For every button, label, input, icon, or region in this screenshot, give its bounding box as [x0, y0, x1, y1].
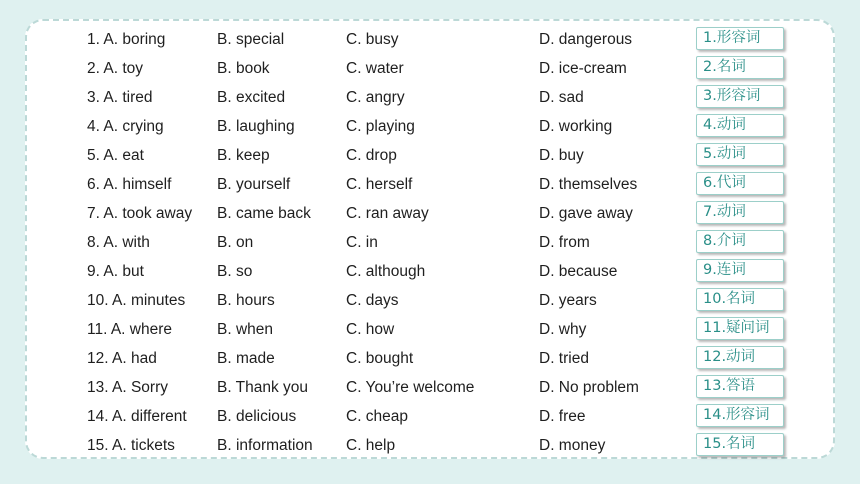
question-row-12: [0, 344, 860, 373]
option-a: 13. A. Sorry: [87, 379, 168, 396]
option-b: B. delicious: [217, 408, 297, 425]
option-b: B. laughing: [217, 118, 295, 135]
word-class-tag: 9.连词: [696, 259, 784, 282]
question-row-8: [0, 228, 860, 257]
option-a: 3. A. tired: [87, 89, 153, 106]
question-row-4: [0, 112, 860, 141]
question-row-10: [0, 286, 860, 315]
option-c: C. busy: [346, 31, 399, 48]
option-b: B. came back: [217, 205, 311, 222]
option-c: C. ran away: [346, 205, 429, 222]
option-c: C. help: [346, 437, 396, 454]
option-d: D. from: [539, 234, 590, 251]
option-b: B. yourself: [217, 176, 291, 193]
word-class-tag: 11.疑问词: [696, 317, 784, 340]
word-class-tag: 1.形容词: [696, 27, 784, 50]
word-class-tag: 7.动词: [696, 201, 784, 224]
option-b: B. on: [217, 234, 254, 251]
option-a: 12. A. had: [87, 350, 157, 367]
option-c: C. angry: [346, 89, 405, 106]
question-row-9: [0, 257, 860, 286]
option-b: B. book: [217, 60, 270, 77]
option-c: C. days: [346, 292, 399, 309]
option-d: D. buy: [539, 147, 584, 164]
option-c: C. playing: [346, 118, 415, 135]
word-class-tag: 5.动词: [696, 143, 784, 166]
question-row-15: [0, 431, 860, 460]
question-row-14: [0, 402, 860, 431]
question-row-2: [0, 54, 860, 83]
option-d: D. themselves: [539, 176, 638, 193]
word-class-tag: 10.名词: [696, 288, 784, 311]
option-c: C. You’re welcome: [346, 379, 475, 396]
option-b: B. keep: [217, 147, 270, 164]
question-row-6: [0, 170, 860, 199]
option-b: B. made: [217, 350, 275, 367]
option-c: C. water: [346, 60, 404, 77]
question-row-5: [0, 141, 860, 170]
option-d: D. working: [539, 118, 613, 135]
word-class-tag: 12.动词: [696, 346, 784, 369]
word-class-tag: 4.动词: [696, 114, 784, 137]
option-a: 15. A. tickets: [87, 437, 175, 454]
question-row-13: [0, 373, 860, 402]
option-c: C. drop: [346, 147, 397, 164]
option-d: D. because: [539, 263, 618, 280]
option-a: 6. A. himself: [87, 176, 172, 193]
question-row-11: [0, 315, 860, 344]
word-class-tag: 13.答语: [696, 375, 784, 398]
question-row-7: [0, 199, 860, 228]
option-c: C. bought: [346, 350, 414, 367]
word-class-tag: 15.名词: [696, 433, 784, 456]
option-c: C. cheap: [346, 408, 409, 425]
option-d: D. years: [539, 292, 597, 309]
option-a: 1. A. boring: [87, 31, 166, 48]
option-d: D. No problem: [539, 379, 639, 396]
option-a: 11. A. where: [87, 321, 173, 338]
option-b: B. excited: [217, 89, 286, 106]
option-b: B. when: [217, 321, 274, 338]
option-c: C. how: [346, 321, 395, 338]
option-b: B. hours: [217, 292, 275, 309]
option-d: D. tried: [539, 350, 589, 367]
word-class-tag: 2.名词: [696, 56, 784, 79]
word-class-tag: 8.介词: [696, 230, 784, 253]
option-b: B. so: [217, 263, 253, 280]
question-row-3: [0, 83, 860, 112]
option-c: C. although: [346, 263, 426, 280]
option-b: B. special: [217, 31, 285, 48]
option-b: B. information: [217, 437, 313, 454]
question-row-1: [0, 25, 860, 54]
option-d: D. money: [539, 437, 606, 454]
option-c: C. herself: [346, 176, 413, 193]
option-d: D. ice-cream: [539, 60, 627, 77]
option-d: D. gave away: [539, 205, 633, 222]
word-class-tag: 3.形容词: [696, 85, 784, 108]
option-c: C. in: [346, 234, 378, 251]
option-a: 7. A. took away: [87, 205, 193, 222]
option-a: 14. A. different: [87, 408, 187, 425]
option-a: 10. A. minutes: [87, 292, 186, 309]
option-a: 4. A. crying: [87, 118, 164, 135]
option-a: 2. A. toy: [87, 60, 144, 77]
option-d: D. dangerous: [539, 31, 633, 48]
option-d: D. why: [539, 321, 587, 338]
option-a: 5. A. eat: [87, 147, 144, 164]
option-a: 9. A. but: [87, 263, 144, 280]
option-a: 8. A. with: [87, 234, 150, 251]
option-b: B. Thank you: [217, 379, 309, 396]
option-d: D. free: [539, 408, 586, 425]
word-class-tag: 6.代词: [696, 172, 784, 195]
word-class-tag: 14.形容词: [696, 404, 784, 427]
option-d: D. sad: [539, 89, 584, 106]
